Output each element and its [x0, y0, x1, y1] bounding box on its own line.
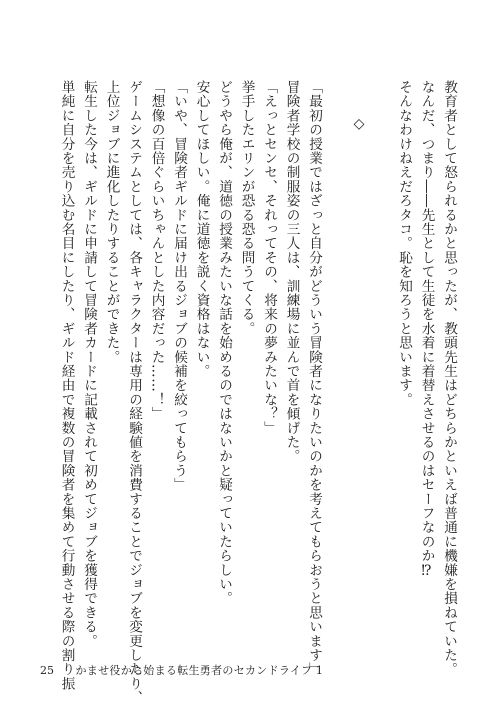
- text-line: 「最初の授業ではざっと自分がどういう冒険者になりたいのかを考えてもらおうと思います」: [306, 80, 322, 677]
- text-line: 「いや、冒険者ギルドに届け出るジョブの候補を絞ってもらう」: [171, 80, 187, 492]
- text-line: 「想像の百倍ぐらいちゃんとした内容だった……！」: [148, 80, 165, 421]
- text-line: 上位ジョブに進化したりすることができた。: [103, 80, 120, 364]
- page-number: 25: [40, 664, 54, 677]
- text-line: ゲームシステムとしては、各キャラクターは専用の経験値を消費することでジョブを変更したり、: [126, 80, 142, 705]
- text-line: どうやら俺が、道徳の授業みたいな話を始めるのではないかと疑っていたらしい。: [216, 80, 232, 606]
- text-line: 冒険者学校の制服姿の三人は、訓練場に並んで首を傾げた。: [283, 80, 300, 464]
- text-line: 単純に自分を売り込む名目にしたり、ギルド経由で複数の冒険者を集めて行動させる際の割り振: [58, 80, 75, 691]
- running-title: かませ役から始まる転生勇者のセカンドライフ 1: [75, 664, 324, 677]
- text-line: 「えっとセンセ、それってその、将来の夢みたいな？」: [261, 80, 277, 435]
- page-footer: [40, 662, 323, 678]
- text-line: 安心してほしい。俺に道徳を説く資格はない。: [193, 80, 210, 379]
- text-line: なんだ、つまり――先生として生徒を水着に着替えさせるのはセーフなのか⁉: [418, 80, 435, 580]
- text-line: 教育者として怒られるかと思ったが、教頭先生はどちらかといえば普通に機嫌を損ねていた。: [441, 80, 457, 677]
- text-line: そんなわけねえだろタコ。恥を知ろうと思います。: [396, 80, 412, 407]
- blank-line: [325, 80, 348, 640]
- blank-line: [370, 80, 393, 640]
- text-line: 転生した今は、ギルドに申請して冒険者カードに記載されて初めてジョブを獲得できる。: [81, 80, 97, 648]
- section-break-diamond: ◇: [351, 116, 367, 133]
- text-line: 挙手したエリンが恐る恐る問うてくる。: [238, 80, 255, 336]
